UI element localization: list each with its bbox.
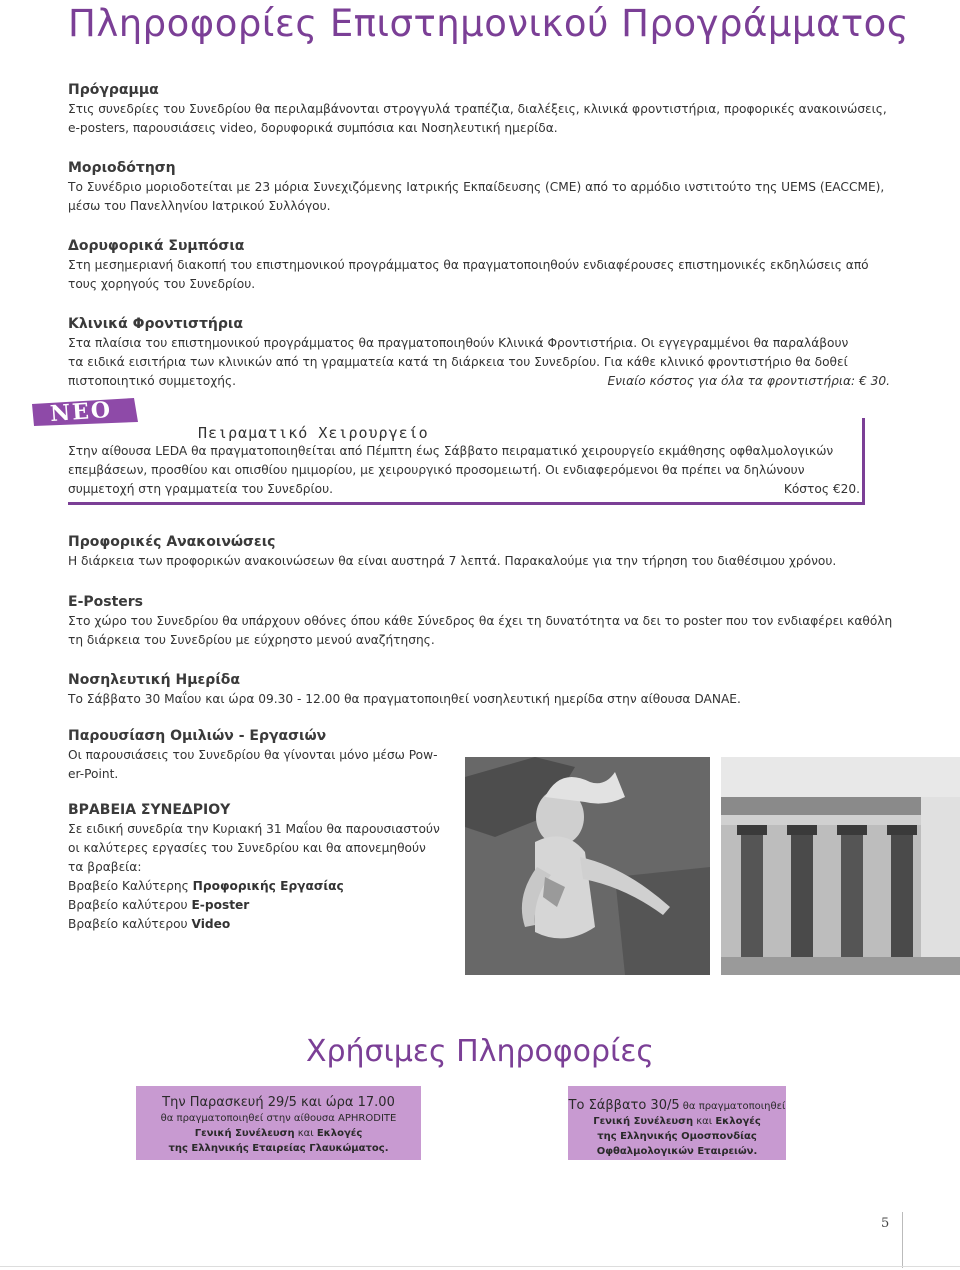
nursing-heading: Νοσηλευτική Ημερίδα bbox=[68, 672, 241, 688]
oral-line1: Η διάρκεια των προφορικών ανακοινώσεων θα είναι αυστηρά 7 λεπτά. Παρακαλούμε για την τήρηση του διαθέσιμου χρόνου. bbox=[68, 554, 837, 568]
workshop-cost: Κόστος €20. bbox=[783, 482, 860, 496]
nursing-section bbox=[68, 670, 898, 709]
workshop-section bbox=[68, 442, 860, 499]
info-right-date: Το Σάββατο 30/5 bbox=[568, 1098, 680, 1113]
credits-section bbox=[68, 158, 898, 216]
eposters-line2: τη διάρκεια του Συνεδρίου με εύχρηστο μενού αναζήτησης. bbox=[68, 633, 435, 647]
awards-line2: οι καλύτερες εργασίες του Συνεδρίου και θα απονεμηθούν bbox=[68, 841, 426, 855]
award-eposter bbox=[68, 896, 448, 915]
credits-heading: Μοριοδότηση bbox=[68, 160, 176, 176]
award-oral-bold: Προφορικής Εργασίας bbox=[192, 879, 344, 893]
award-video bbox=[68, 915, 448, 934]
award-oral bbox=[68, 877, 448, 896]
awards-line3: τα βραβεία: bbox=[68, 860, 142, 874]
oral-heading: Προφορικές Ανακοινώσεις bbox=[68, 534, 276, 550]
info-right-will-take-place: θα πραγματοποιηθεί bbox=[679, 1101, 786, 1112]
info-right-line3: της Ελληνικής Ομοσπονδίας bbox=[597, 1131, 757, 1142]
info-right-and: και bbox=[693, 1116, 716, 1127]
info-left-line3 bbox=[136, 1126, 421, 1141]
info-left-assembly: Γενική Συνέλευση bbox=[194, 1128, 295, 1139]
satellite-line2: τους χορηγούς του Συνεδρίου. bbox=[68, 277, 256, 291]
credits-line2: μέσω του Πανελληνίου Ιατρικού Συλλόγου. bbox=[68, 199, 331, 213]
presentations-line2: er-Point. bbox=[68, 767, 119, 781]
eposters-section bbox=[68, 592, 898, 650]
fresco-photo bbox=[465, 757, 710, 975]
program-line2: e-posters, παρουσιάσεις video, δορυφορικά συμπόσια και Νοσηλευτική ημερίδα. bbox=[68, 121, 558, 135]
info-left-line1: Την Παρασκευή 29/5 και ώρα 17.00 bbox=[162, 1095, 395, 1110]
page-title: Πληροφορίες Επιστημονικού Προγράμματος bbox=[68, 2, 909, 45]
workshop-line1: Στην αίθουσα LEDA θα πραγματοποιηθείται από Πέμπτη έως Σάββατο πειραματικό χειρουργείο εκμάθησης οφθαλμολογικών bbox=[68, 444, 834, 458]
eposters-heading: E-Posters bbox=[68, 594, 144, 610]
workshop-line3: συμμετοχή στη γραμματεία του Συνεδρίου. bbox=[68, 482, 334, 496]
workshop-line3-row bbox=[68, 480, 860, 499]
satellite-section bbox=[68, 236, 898, 294]
bottom-rule bbox=[0, 1266, 960, 1267]
presentations-section bbox=[68, 726, 448, 784]
info-left-and: και bbox=[294, 1128, 317, 1139]
award-video-prefix: Βραβείο καλύτερου bbox=[68, 917, 192, 931]
info-left-elections: Εκλογές bbox=[316, 1128, 363, 1139]
columns-photo bbox=[721, 757, 960, 975]
info-right-line4: Οφθαλμολογικών Εταιρειών. bbox=[596, 1146, 758, 1157]
info-right-assembly: Γενική Συνέλευση bbox=[593, 1116, 694, 1127]
clinical-line2: τα ειδικά εισιτήρια των κλινικών από τη γραμματεία κατά τη διάρκεια του Συνεδρίου. Για κάθε κλινικό φροντιστήριο θα δοθεί bbox=[68, 355, 848, 369]
award-oral-prefix: Βραβείο Καλύτερης bbox=[68, 879, 193, 893]
credits-line1: Το Συνέδριο μοριοδοτείται με 23 μόρια Συνεχιζόμενης Ιατρικής Εκπαίδευσης (CME) από το αρμόδιο ινστιτούτο της UEMS (EACCME), bbox=[68, 180, 885, 194]
satellite-heading: Δορυφορικά Συμπόσια bbox=[68, 238, 245, 254]
info-left-line2: θα πραγματοποιηθεί στην αίθουσα APHRODITE bbox=[160, 1113, 397, 1124]
new-badge-label: ΝΕΟ bbox=[49, 396, 113, 428]
clinical-line3-row bbox=[68, 372, 890, 391]
satellite-line1: Στη μεσημεριανή διακοπή του επιστημονικού προγράμματος θα πραγματοποιηθούν ενδιαφέρουσες επιστημονικές εκδηλώσεις από bbox=[68, 258, 869, 272]
columns-illustration bbox=[721, 757, 960, 975]
eposters-line1: Στο χώρο του Συνεδρίου θα υπάρχουν οθόνες όπου κάθε Σύνεδρος θα έχει τη δυνατότητα να δει το poster που τον ενδιαφέρει καθόλη bbox=[68, 614, 893, 628]
award-eposter-prefix: Βραβείο καλύτερου bbox=[68, 898, 192, 912]
program-heading: Πρόγραμμα bbox=[68, 82, 159, 98]
info-box-left bbox=[136, 1086, 421, 1160]
clinical-line1: Στα πλαίσια του επιστημονικού προγράμματος θα πραγματοποιηθούν Κλινικά Φροντιστήρια. Οι εγγεγραμμένοι θα παραλάβουν bbox=[68, 336, 849, 350]
info-right-line1 bbox=[568, 1094, 786, 1114]
info-right-line2 bbox=[568, 1114, 786, 1129]
useful-info-title: Χρήσιμες Πληροφορίες bbox=[305, 1034, 655, 1069]
award-video-bold: Video bbox=[191, 917, 231, 931]
program-line1: Στις συνεδρίες του Συνεδρίου θα περιλαμβάνονται στρογγυλά τραπέζια, διαλέξεις, κλινικά φροντιστήρια, προφορικές ανακοινώσεις, bbox=[68, 102, 887, 116]
clinical-line3: πιστοποιητικό συμμετοχής. bbox=[68, 374, 237, 388]
presentations-line1: Οι παρουσιάσεις του Συνεδρίου θα γίνονται μόνο μέσω Pow- bbox=[68, 748, 438, 762]
nursing-line1: Το Σάββατο 30 Μαΐου και ώρα 09.30 - 12.00 θα πραγματοποιηθεί νοσηλευτική ημερίδα στην αίθουσα DANAE. bbox=[68, 692, 741, 706]
awards-heading: ΒΡΑΒΕΙΑ ΣΥΝΕΔΡΙΟΥ bbox=[68, 802, 231, 818]
program-section bbox=[68, 80, 898, 138]
clinical-heading: Κλινικά Φροντιστήρια bbox=[68, 316, 243, 332]
clinical-cost: Ενιαίο κόστος για όλα τα φροντιστήρια: € 30. bbox=[607, 374, 890, 388]
page-number: 5 bbox=[881, 1216, 890, 1231]
workshop-heading: Πειραματικό Χειρουργείο bbox=[198, 424, 429, 442]
info-box-right bbox=[568, 1086, 786, 1160]
presentations-heading: Παρουσίαση Ομιλιών - Εργασιών bbox=[68, 728, 327, 744]
info-right-elections: Εκλογές bbox=[715, 1116, 761, 1127]
oral-section bbox=[68, 532, 898, 571]
awards-line1: Σε ειδική συνεδρία την Κυριακή 31 Μαΐου θα παρουσιαστούν bbox=[68, 822, 440, 836]
page-number-rule bbox=[902, 1212, 903, 1268]
info-left-line4: της Ελληνικής Εταιρείας Γλαυκώματος. bbox=[168, 1143, 389, 1154]
award-eposter-bold: E-poster bbox=[191, 898, 250, 912]
clinical-section bbox=[68, 314, 898, 391]
workshop-line2: επεμβάσεων, προσθίου και οπισθίου ημιμορίου, με χειρουργικό προσομειωτή. Οι ενδιαφερόμενοι θα πρέπει να δηλώνουν bbox=[68, 463, 805, 477]
awards-section bbox=[68, 800, 448, 934]
fresco-illustration bbox=[465, 757, 710, 975]
